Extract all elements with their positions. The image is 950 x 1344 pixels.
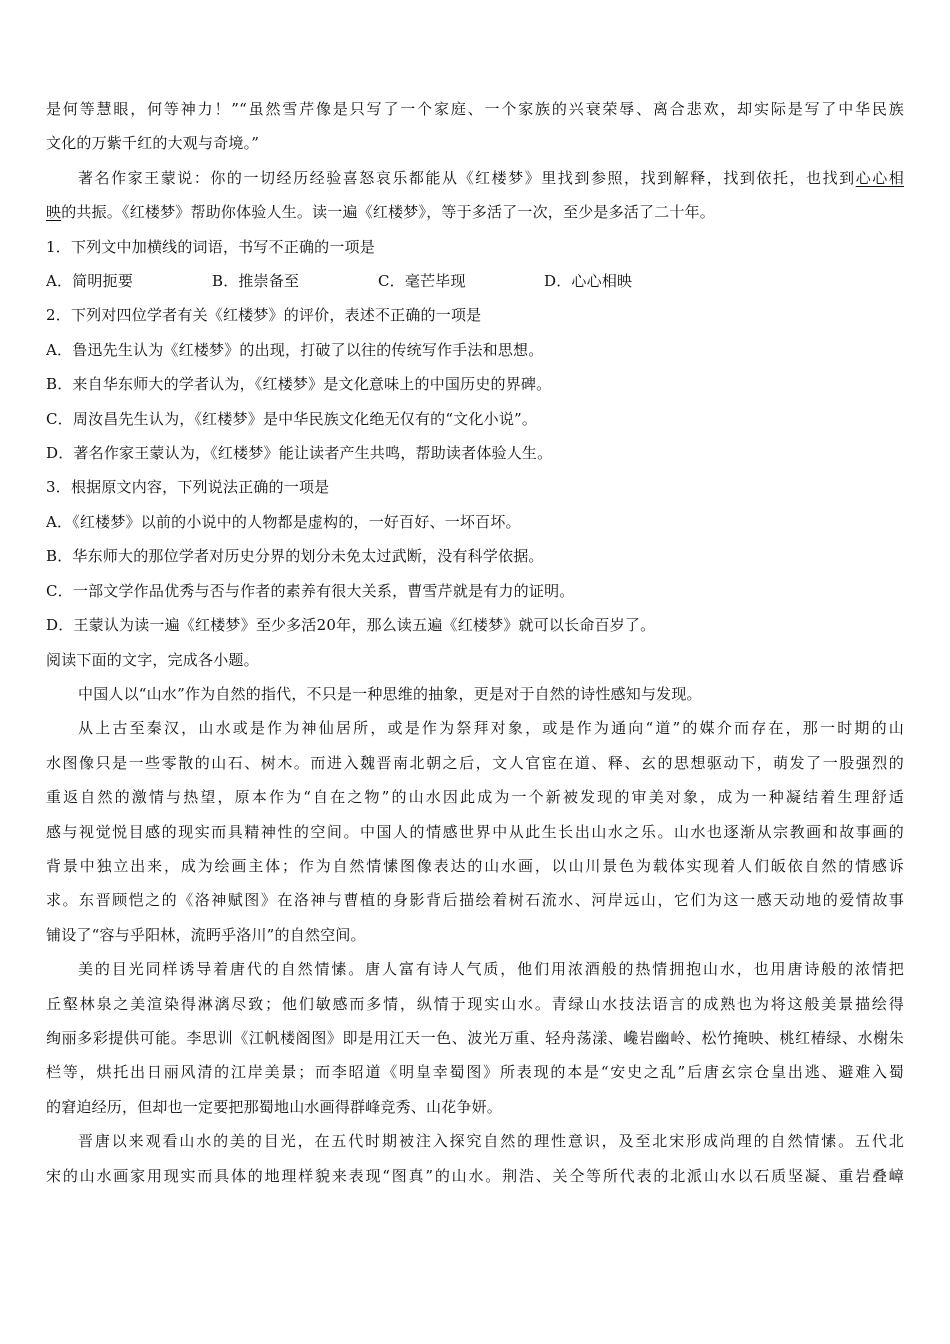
paragraph-line: 从上古至秦汉，山水或是作为神仙居所，或是作为祭拜对象，或是作为通向“道”的媒介而存在，那一时期的山 [78,719,904,738]
option-b: B．推崇备至 [212,272,300,291]
paragraph-line: 丘壑林泉之美渲染得淋漓尽致；他们敏感而多情，纵情于现实山水。青绿山水技法语言的成熟也为将这般美景描绘得 [46,994,904,1013]
text-line [46,161,904,195]
text-line: 是何等慧眼，何等神力！”“虽然雪芹像是只写了一个家庭、一个家族的兴衰荣辱、离合悲欢，却实际是写了中华民族 [46,100,904,118]
question-stem: 2．下列对四位学者有关《红楼梦》的评价，表述不正确的一项是 [46,306,482,325]
paragraph-line: 感与视觉悦目感的现实而具精神性的空间。中国人的情感世界中从此生长出山水之乐。山水也逐渐从宗教画和故事画的 [46,822,904,841]
answer-options [46,264,904,298]
option-a: A．简明扼要 [46,272,134,291]
paragraph-line: 绚丽多彩提供可能。李思训《江帆楼阁图》即是用江天一色、波光万重、轻舟荡漾、巉岩幽岭、松竹掩映、桃红椿绿、水榭朱 [46,1028,904,1047]
paragraph-line: 晋唐以来观看山水的美的目光，在五代时期被注入探究自然的理性意识，及至北宋形成尚理的自然情愫。五代北 [78,1132,904,1151]
paragraph-line: 背景中独立出来，成为绘画主体；作为自然情愫图像表达的山水画，以山川景色为载体实现着人们皈依自然的情感诉 [46,856,904,875]
text-fragment: 著名作家王蒙说：你的一切经历经验喜怒哀乐都能从《红楼梦》里找到参照，找到解释，找到依托，也找到 [78,168,856,187]
option-d: D．心心相映 [544,272,633,291]
option-a: A．《红楼梦》以前的小说中的人物都是虚构的，一好百好、一坏百坏。 [46,512,521,531]
text-line: 文化的万紫千红的大观与奇境。” [46,134,260,153]
paragraph-line: 美的目光同样诱导着唐代的自然情愫。唐人富有诗人气质，他们用浓酒般的热情拥抱山水，也用唐诗般的浓情把 [78,960,904,979]
paragraph-line: 宋的山水画家用现实而具体的地理样貌来表现“图真”的山水。荆浩、关仝等所代表的北派山水以石质坚凝、重岩叠嶂 [46,1166,904,1185]
option-d: D．王蒙认为读一遍《红楼梦》至少多活20年，那么读五遍《红楼梦》就可以长命百岁了。 [46,616,656,635]
option-c: C．周汝昌先生认为，《红楼梦》是中华民族文化绝无仅有的“文化小说”。 [46,409,538,428]
option-c: C．毫芒毕现 [378,272,466,291]
paragraph-line: 中国人以“山水”作为自然的指代，不只是一种思维的抽象，更是对于自然的诗性感知与发现。 [78,684,702,703]
paragraph-line: 的窘迫经历，但却也一定要把那蜀地山水画得群峰竞秀、山花争妍。 [46,1097,503,1116]
underlined-term: 心心相 [855,168,904,187]
paragraph-line: 铺设了“容与乎阳林，流眄乎洛川”的自然空间。 [46,925,366,944]
option-a: A．鲁迅先生认为《红楼梦》的出现，打破了以往的传统写作手法和思想。 [46,340,544,359]
text-fragment: 的共振。《红楼梦》帮助你体验人生。读一遍《红楼梦》，等于多活了一次，至少是多活了二十年。 [61,203,716,222]
reading-instruction: 阅读下面的文字，完成各小题。 [46,650,259,669]
paragraph-line: 水图像只是一些零散的山石、树木。而进入魏晋南北朝之后，文人官宦在道、释、玄的思想驱动下，萌发了一股强烈的 [46,753,904,772]
option-b: B．来自华东师大的学者认为，《红楼梦》是文化意味上的中国历史的界碑。 [46,375,552,394]
option-c: C．一部文学作品优秀与否与作者的素养有很大关系，曹雪芹就是有力的证明。 [46,581,575,600]
underlined-term: 映 [46,203,62,222]
question-stem: 1．下列文中加横线的词语，书写不正确的一项是 [46,237,375,256]
paragraph-line: 重返自然的激情与热望，原本作为“自在之物”的山水因此成为一个新被发现的审美对象，成为一种凝结着生理舒适 [46,788,904,807]
option-d: D．著名作家王蒙认为，《红楼梦》能让读者产生共鸣，帮助读者体验人生。 [46,444,553,463]
option-b: B．华东师大的那位学者对历史分界的划分未免太过武断，没有科学依据。 [46,547,544,566]
paragraph-line: 栏等，烘托出日丽风清的江岸美景；而李昭道《明皇幸蜀图》所表现的本是“安史之乱”后唐玄宗仓皇出逃、避难入蜀 [46,1063,904,1082]
question-stem: 3．根据原文内容，下列说法正确的一项是 [46,478,330,497]
paragraph-line: 求。东晋顾恺之的《洛神赋图》在洛神与曹植的身影背后描绘着树石流水、河岸远山，它们为这一感天动地的爱情故事 [46,891,904,910]
text-line [46,195,904,229]
